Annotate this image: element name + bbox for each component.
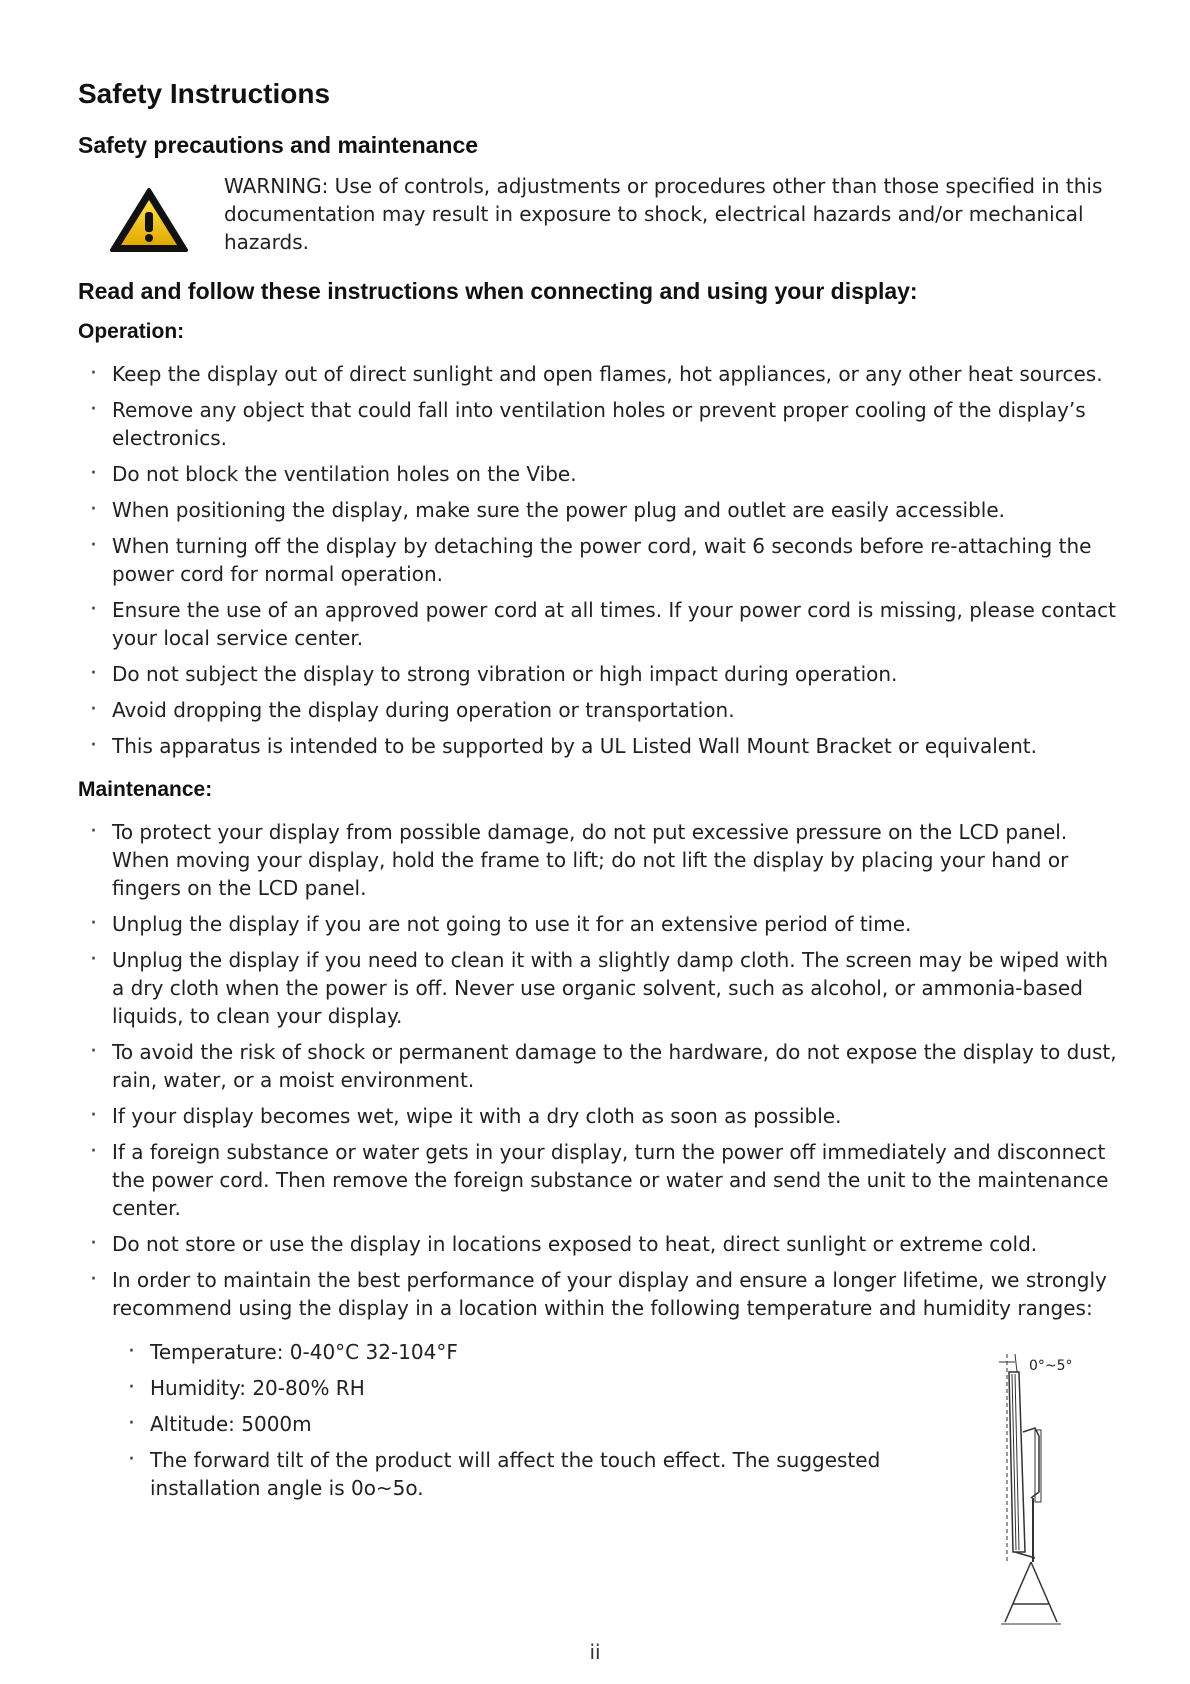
section-subtitle: Safety precautions and maintenance (78, 132, 479, 158)
warning-text: WARNING: Use of controls, adjustments or procedures other than those specified in this documentation may result in exposure to shock, electrical hazards and/or mechanical hazards. (224, 174, 1103, 254)
list-item: · Do not block the ventilation holes on the Vibe. (88, 460, 1118, 488)
list-item: · To protect your display from possible damage, do not put excessive pressure on the LCD panel. When moving your display, hold the frame to lift; do not lift the display by placing your hand or fingers on the LCD panel. (88, 818, 1118, 902)
stand-leg-left (1005, 1562, 1031, 1622)
list-item: · Remove any object that could fall into ventilation holes or prevent proper cooling of the display’s electronics. (88, 396, 1118, 452)
list-item: · When turning off the display by detaching the power cord, wait 6 seconds before re-attaching the power cord for normal operation. (88, 532, 1118, 588)
list-item: · In order to maintain the best performance of your display and ensure a longer lifetime, we strongly recommend using the display in a location within the following temperature and humidity ranges: (88, 1266, 1118, 1322)
list-item: · If a foreign substance or water gets in your display, turn the power off immediately and disconnect the power cord. Then remove the foreign substance or water and send the unit to the maintenance center. (88, 1138, 1118, 1222)
operation-list (88, 360, 1118, 768)
environment-sublist (126, 1338, 906, 1510)
warning-triangle-icon (108, 186, 190, 256)
list-item: · If your display becomes wet, wipe it with a dry cloth as soon as possible. (88, 1102, 1118, 1130)
list-item: · This apparatus is intended to be supported by a UL Listed Wall Mount Bracket or equivalent. (88, 732, 1118, 760)
list-item: · Do not store or use the display in locations exposed to heat, direct sunlight or extreme cold. (88, 1230, 1118, 1258)
list-item: · When positioning the display, make sure the power plug and outlet are easily accessible. (88, 496, 1118, 524)
display-tilt-diagram (995, 1352, 1095, 1628)
list-item: · Unplug the display if you need to clean it with a slightly damp cloth. The screen may be wiped with a dry cloth when the power is off. Never use organic solvent, such as alcohol, or ammonia-based liquids, to clean your display. (88, 946, 1118, 1030)
list-item: · Do not subject the display to strong vibration or high impact during operation. (88, 660, 1118, 688)
list-item: · Ensure the use of an approved power cord at all times. If your power cord is missing, please contact your local service center. (88, 596, 1118, 652)
stand-leg-right (1031, 1562, 1057, 1622)
page-number: ii (589, 1640, 601, 1664)
sub-list-item: · The forward tilt of the product will affect the touch effect. The suggested installation angle is 0o~5o. (126, 1446, 906, 1502)
list-item: · Avoid dropping the display during operation or transportation. (88, 696, 1118, 724)
list-item: · Keep the display out of direct sunlight and open flames, hot appliances, or any other heat sources. (88, 360, 1118, 388)
sub-list-item: · Temperature: 0-40°C 32-104°F (126, 1338, 906, 1366)
maintenance-heading: Maintenance: (78, 778, 213, 801)
page-title: Safety Instructions (78, 78, 331, 109)
tilt-angle-label: 0°~5° (1029, 1358, 1073, 1374)
sub-list-item: · Altitude: 5000m (126, 1410, 906, 1438)
list-item: · To avoid the risk of shock or permanent damage to the hardware, do not expose the display to dust, rain, water, or a moist environment. (88, 1038, 1118, 1094)
list-item: · Unplug the display if you are not going to use it for an extensive period of time. (88, 910, 1118, 938)
operation-heading: Operation: (78, 320, 185, 343)
maintenance-list (88, 818, 1118, 1330)
sub-list-item: · Humidity: 20-80% RH (126, 1374, 906, 1402)
instructions-heading: Read and follow these instructions when connecting and using your display: (78, 278, 918, 304)
